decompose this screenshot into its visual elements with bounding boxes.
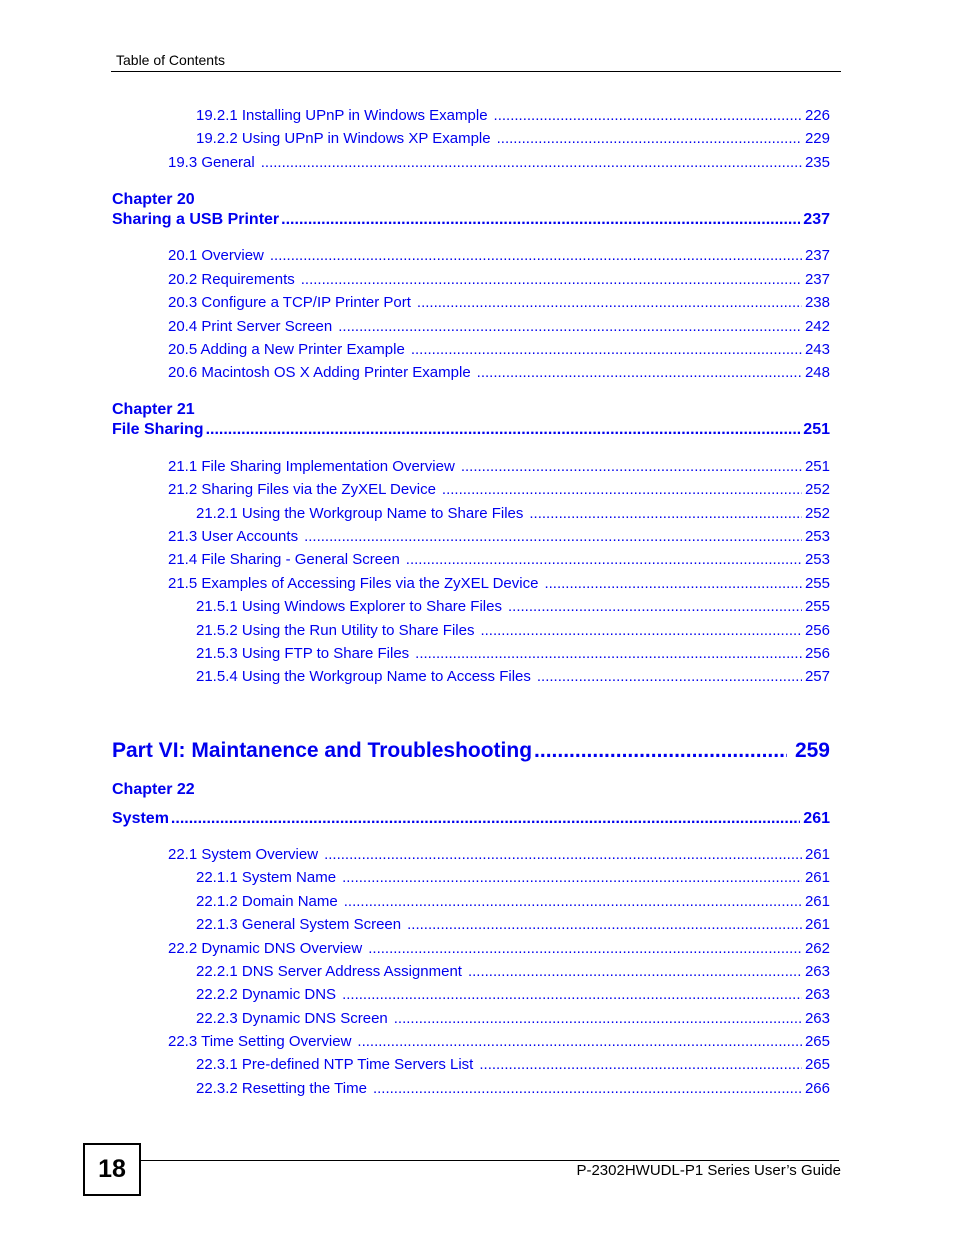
toc-part-page: 259 [794,739,830,762]
toc-entry-title: 19.2.1 Installing UPnP in Windows Example [196,107,488,124]
toc-entry-page: 265 [804,1033,830,1050]
toc-entry-title: 19.2.2 Using UPnP in Windows XP Example [196,130,491,147]
toc-entry-title: 22.1 System Overview [168,846,319,863]
toc-entry-21-4[interactable] [168,551,830,568]
toc-entry-22-1-2[interactable] [196,893,830,910]
dot-leader [261,154,802,171]
toc-entry-title: 22.2 Dynamic DNS Overview [168,940,363,957]
toc-entry-page: 242 [804,318,830,335]
toc-entry-21-2-1[interactable] [196,505,830,522]
toc-entry-page: 255 [804,575,830,592]
toc-entry-title: 22.2.1 DNS Server Address Assignment [196,963,462,980]
toc-entry-20-2[interactable] [168,271,830,288]
toc-entry-page: 263 [804,986,830,1003]
toc-entry-21-5[interactable] [168,575,830,592]
toc-entry-22-3-1[interactable] [196,1056,830,1073]
toc-entry-title: 21.2 Sharing Files via the ZyXEL Device [168,481,436,498]
toc-entry-page: 265 [804,1056,830,1073]
toc-entry-22-2-2[interactable] [196,986,830,1003]
toc-chapter-title: File Sharing [112,421,204,438]
toc-entry-title: 22.3.1 Pre-defined NTP Time Servers List [196,1056,474,1073]
toc-entry-page: 263 [804,963,830,980]
toc-entry-title: 22.2.3 Dynamic DNS Screen [196,1010,388,1027]
dot-leader [508,598,802,615]
toc-entry-page: 256 [804,622,830,639]
toc-chapter-title: Sharing a USB Printer [112,211,280,228]
toc-entry-title: 20.5 Adding a New Printer Example [168,341,405,358]
dot-leader [411,341,802,358]
toc-entry-page: 238 [804,294,830,311]
toc-entry-22-3[interactable] [168,1033,830,1050]
dot-leader [415,645,802,662]
toc-entry-title: 21.5 Examples of Accessing Files via the ZyXEL Device [168,575,539,592]
dot-leader [407,916,802,933]
toc-entry-page: 229 [804,130,830,147]
toc-entry-21-2[interactable] [168,481,830,498]
toc-part-title: Part VI: Maintanence and Troubleshooting [112,739,533,762]
toc-entry-title: 20.2 Requirements [168,271,295,288]
toc-entry-title: 20.3 Configure a TCP/IP Printer Port [168,294,411,311]
toc-entry-page: 252 [804,505,830,522]
dot-leader [171,810,800,828]
toc-entry-page: 237 [804,247,830,264]
dot-leader [368,940,802,957]
dot-leader [304,528,802,545]
toc-entry-title: 20.4 Print Server Screen [168,318,333,335]
toc-entry-title: 21.2.1 Using the Workgroup Name to Share Files [196,505,524,522]
dot-leader [534,739,787,763]
toc-entry-22-1[interactable] [168,846,830,863]
page-number-box [83,1143,141,1196]
toc-entry-22-2-1[interactable] [196,963,830,980]
toc-entry-title: 21.4 File Sharing - General Screen [168,551,400,568]
toc-chapter-page: 251 [803,421,830,438]
toc-entry-page: 235 [804,154,830,171]
toc-part-6[interactable] [112,739,830,763]
dot-leader [479,1056,802,1073]
dot-leader [497,130,802,147]
dot-leader [537,668,802,685]
dot-leader [324,846,802,863]
toc-entry-page: 243 [804,341,830,358]
toc-entry-title: 20.1 Overview [168,247,264,264]
toc-entry-21-3[interactable] [168,528,830,545]
toc-chapter-20[interactable] [112,211,830,229]
toc-entry-21-5-3[interactable] [196,645,830,662]
dot-leader [301,271,802,288]
toc-entry-19-3[interactable] [168,154,830,171]
dot-leader [529,505,802,522]
dot-leader [206,421,801,439]
toc-entry-title: 21.5.1 Using Windows Explorer to Share Files [196,598,502,615]
toc-entry-page: 226 [804,107,830,124]
page-number: 18 [98,1155,126,1183]
toc-entry-page: 248 [804,364,830,381]
toc-entry-title: 21.5.4 Using the Workgroup Name to Access Files [196,668,531,685]
toc-entry-page: 266 [804,1080,830,1097]
toc-entry-21-5-4[interactable] [196,668,830,685]
toc-entry-title: 22.1.3 General System Screen [196,916,402,933]
toc-entry-22-3-2[interactable] [196,1080,830,1097]
dot-leader [270,247,802,264]
toc-entry-21-5-1[interactable] [196,598,830,615]
toc-entry-page: 252 [804,481,830,498]
dot-leader [342,869,802,886]
toc-entry-title: 21.3 User Accounts [168,528,299,545]
dot-leader [442,481,802,498]
toc-entry-page: 253 [804,551,830,568]
dot-leader [281,211,800,229]
toc-entry-page: 261 [804,869,830,886]
toc-entry-title: 22.1.1 System Name [196,869,337,886]
toc-chapter-22[interactable] [112,810,830,828]
running-header: Table of Contents [116,52,225,68]
toc-entry-22-1-1[interactable] [196,869,830,886]
dot-leader [406,551,802,568]
guide-title: P-2302HWUDL-P1 Series User’s Guide [576,1162,841,1179]
dot-leader [461,458,802,475]
toc-entry-21-5-2[interactable] [196,622,830,639]
toc-entry-title: 21.5.2 Using the Run Utility to Share Files [196,622,475,639]
dot-leader [344,893,802,910]
toc-chapter-21[interactable] [112,421,830,439]
toc-entry-title: 22.3 Time Setting Overview [168,1033,352,1050]
toc-entry-20-1[interactable] [168,247,830,264]
toc-entry-page: 261 [804,893,830,910]
dot-leader [468,963,802,980]
toc-entry-22-2[interactable] [168,940,830,957]
dot-leader [544,575,802,592]
toc-entry-page: 253 [804,528,830,545]
toc-entry-page: 256 [804,645,830,662]
toc-entry-19-2-2[interactable] [196,130,830,147]
dot-leader [338,318,802,335]
toc-entry-20-6[interactable] [168,364,830,381]
toc-entry-20-4[interactable] [168,318,830,335]
chapter-20-label[interactable]: Chapter 20 [112,191,195,208]
toc-entry-22-1-3[interactable] [196,916,830,933]
toc-entry-20-5[interactable] [168,341,830,358]
toc-entry-title: 21.1 File Sharing Implementation Overview [168,458,455,475]
dot-leader [342,986,802,1003]
toc-entry-title: 22.3.2 Resetting the Time [196,1080,367,1097]
toc-entry-page: 261 [804,916,830,933]
toc-chapter-page: 261 [803,810,830,827]
dot-leader [417,294,802,311]
dot-leader [357,1033,802,1050]
toc-entry-page: 237 [804,271,830,288]
toc-entry-title: 19.3 General [168,154,255,171]
toc-entry-title: 22.2.2 Dynamic DNS [196,986,337,1003]
toc-chapter-page: 237 [803,211,830,228]
toc-entry-21-1[interactable] [168,458,830,475]
toc-entry-20-3[interactable] [168,294,830,311]
toc-entry-page: 255 [804,598,830,615]
dot-leader [373,1080,802,1097]
toc-entry-title: 22.1.2 Domain Name [196,893,338,910]
toc-entry-page: 257 [804,668,830,685]
toc-entry-page: 263 [804,1010,830,1027]
toc-entry-title: 20.6 Macintosh OS X Adding Printer Example [168,364,471,381]
toc-entry-page: 262 [804,940,830,957]
toc-entry-19-2-1[interactable] [196,107,830,124]
toc-entry-22-2-3[interactable] [196,1010,830,1027]
toc-entry-page: 251 [804,458,830,475]
dot-leader [394,1010,802,1027]
chapter-21-label[interactable]: Chapter 21 [112,401,195,418]
toc-chapter-title: System [112,810,169,827]
dot-leader [480,622,802,639]
toc-entry-title: 21.5.3 Using FTP to Share Files [196,645,410,662]
footer-divider [139,1160,839,1161]
dot-leader [494,107,802,124]
toc-entry-page: 261 [804,846,830,863]
dot-leader [477,364,802,381]
chapter-22-label[interactable]: Chapter 22 [112,781,195,798]
